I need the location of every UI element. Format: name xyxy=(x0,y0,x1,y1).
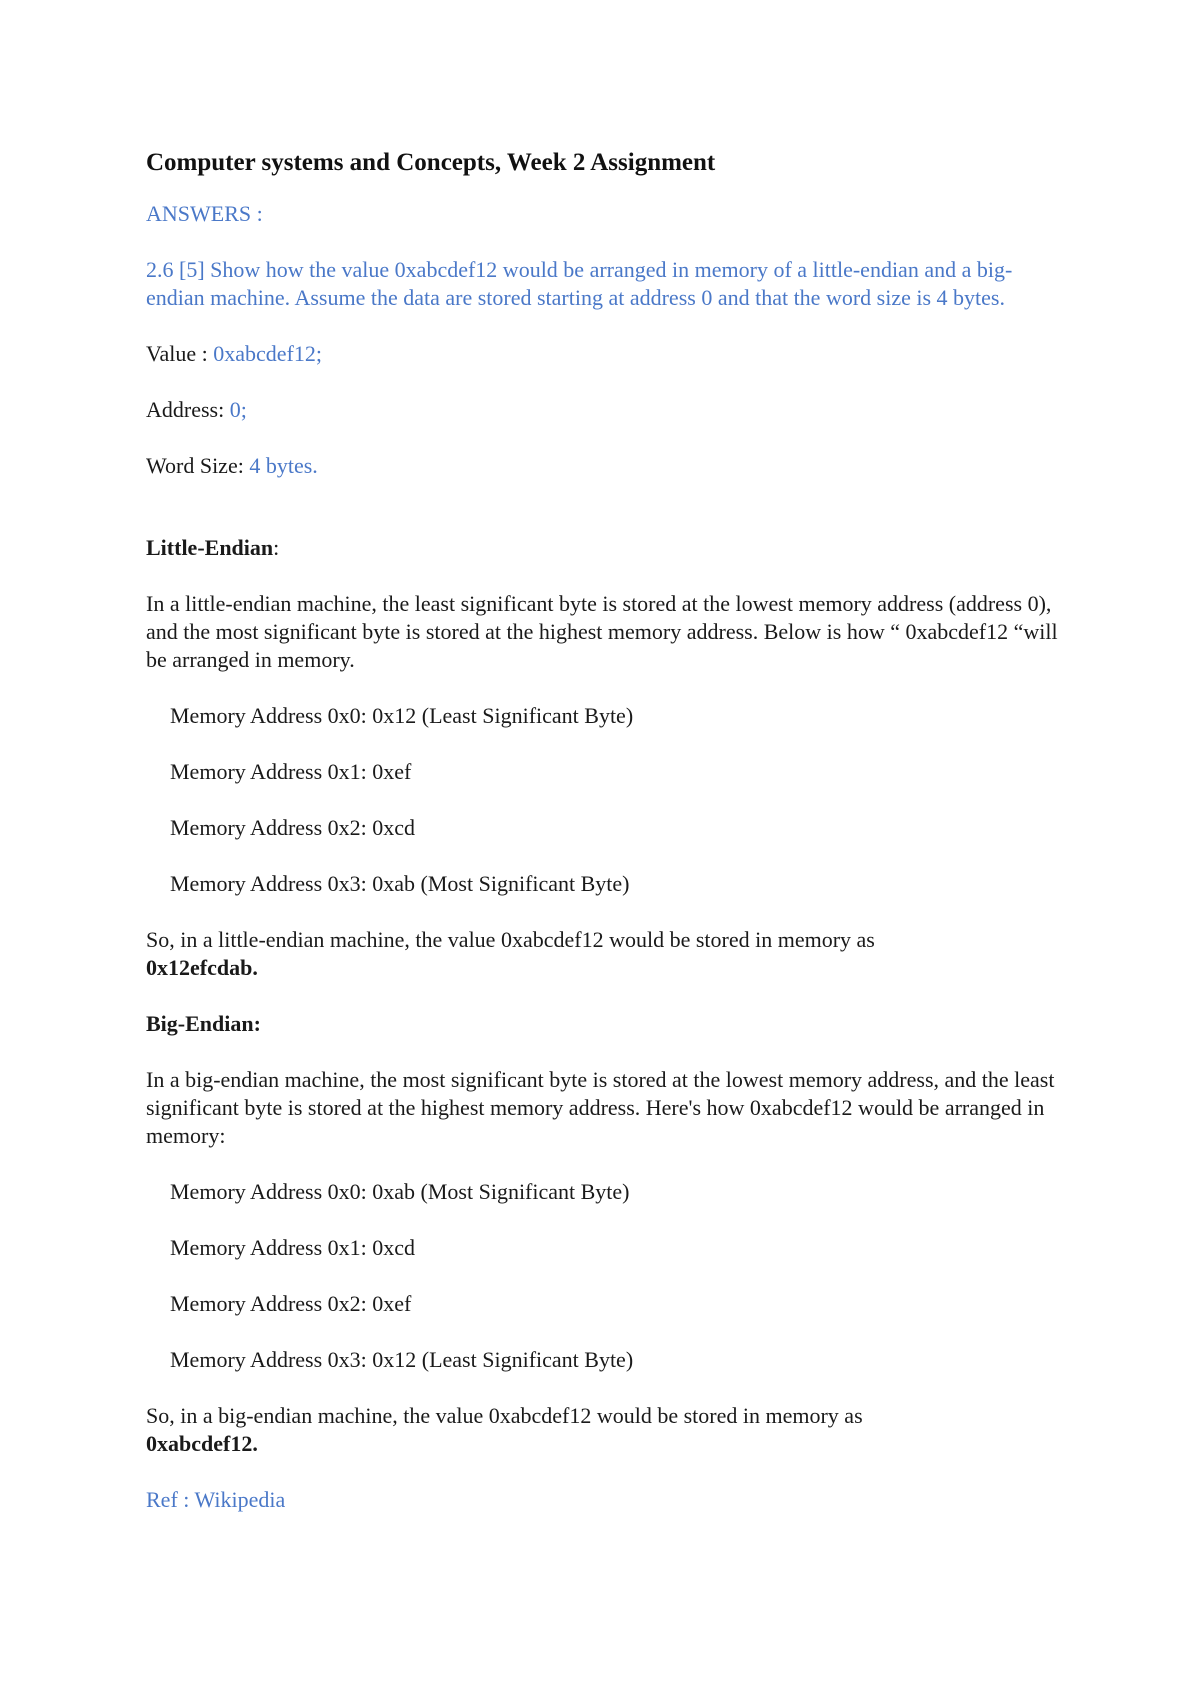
little-endian-row: Memory Address 0x2: 0xcd xyxy=(170,815,416,840)
big-endian-summary xyxy=(146,1402,1066,1458)
section-spacer xyxy=(146,508,1066,534)
given-value-value: 0xabcdef12; xyxy=(213,341,322,366)
given-address-value: 0; xyxy=(229,397,247,422)
given-value-label: Value : xyxy=(146,341,214,366)
given-address-label: Address: xyxy=(146,397,230,422)
little-endian-description: In a little-endian machine, the least significant byte is stored at the lowest memory address (address 0), and the most significant byte is stored at the highest memory address. Below is how “ 0xabcdef12 “will be arranged in memory. xyxy=(146,591,1058,672)
document-body xyxy=(146,146,1066,1542)
big-endian-row: Memory Address 0x2: 0xef xyxy=(170,1291,412,1316)
given-word-size-value: 4 bytes. xyxy=(249,453,318,478)
little-endian-row: Memory Address 0x3: 0xab (Most Significant Byte) xyxy=(170,871,630,896)
little-endian-heading-text: Little-Endian xyxy=(146,535,274,560)
given-address xyxy=(146,396,1066,424)
little-endian-heading-suffix: : xyxy=(273,535,280,560)
big-endian-row: Memory Address 0x3: 0x12 (Least Significant Byte) xyxy=(170,1347,634,1372)
big-endian-summary-text: So, in a big-endian machine, the value 0xabcdef12 would be stored in memory as xyxy=(146,1403,863,1428)
answers-label: ANSWERS : xyxy=(146,201,263,226)
reference-link[interactable]: Ref : Wikipedia xyxy=(146,1487,286,1512)
given-word-size-label: Word Size: xyxy=(146,453,250,478)
given-value xyxy=(146,340,1066,368)
question-text: 2.6 [5] Show how the value 0xabcdef12 would be arranged in memory of a little-endian and a big-endian machine. Assume the data are stored starting at address 0 and that the word size is 4 bytes. xyxy=(146,257,1013,310)
little-endian-summary-text: So, in a little-endian machine, the value 0xabcdef12 would be stored in memory as xyxy=(146,927,875,952)
big-endian-row: Memory Address 0x1: 0xcd xyxy=(170,1235,416,1260)
little-endian-result: 0x12efcdab. xyxy=(146,955,258,980)
big-endian-result: 0xabcdef12. xyxy=(146,1431,258,1456)
big-endian-description: In a big-endian machine, the most significant byte is stored at the lowest memory address, and the least significant byte is stored at the highest memory address. Here's how 0xabcdef12 would be arranged in memory: xyxy=(146,1067,1055,1148)
little-endian-row: Memory Address 0x1: 0xef xyxy=(170,759,412,784)
big-endian-heading: Big-Endian: xyxy=(146,1011,261,1036)
page-title: Computer systems and Concepts, Week 2 Assignment xyxy=(146,149,716,176)
given-word-size xyxy=(146,452,1066,480)
little-endian-heading xyxy=(146,534,1066,562)
little-endian-summary xyxy=(146,926,1066,982)
big-endian-row: Memory Address 0x0: 0xab (Most Significant Byte) xyxy=(170,1179,630,1204)
little-endian-row: Memory Address 0x0: 0x12 (Least Significant Byte) xyxy=(170,703,634,728)
